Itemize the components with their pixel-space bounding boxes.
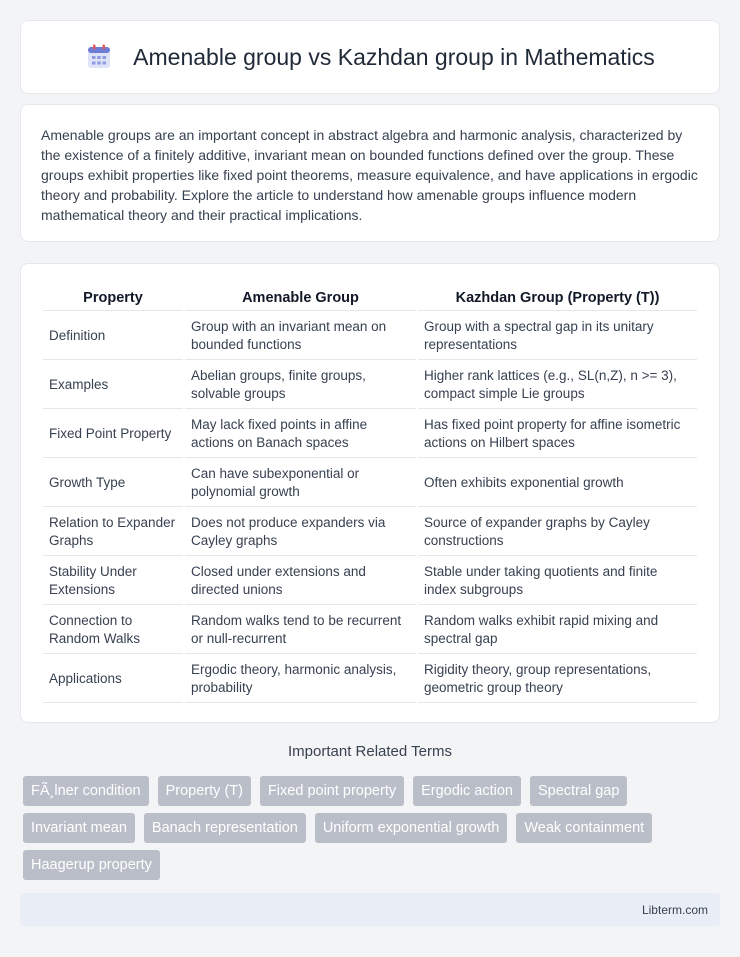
related-term-tag[interactable]: Banach representation [144,813,306,843]
row-amenable: Group with an invariant mean on bounded functions [185,313,416,360]
intro-text: Amenable groups are an important concept in abstract algebra and harmonic analysis, characterized by the existence of a finitely additive, invariant mean on bounded functions defined over the group. These groups exhibit properties like fixed point theorems, measure equivalence, and have applications in ergodic theory and probability. Explore the article to understand how amenable groups influence modern mathematical theory and their practical implications. [41,127,698,223]
row-amenable: Closed under extensions and directed unions [185,558,416,605]
table-row [43,656,697,703]
comparison-table [41,284,699,705]
row-property: Relation to Expander Graphs [43,509,183,556]
row-kazhdan: Higher rank lattices (e.g., SL(n,Z), n >= 3), compact simple Lie groups [418,362,697,409]
row-kazhdan: Group with a spectral gap in its unitary representations [418,313,697,360]
row-kazhdan: Random walks exhibit rapid mixing and spectral gap [418,607,697,654]
row-property: Definition [43,313,183,360]
title-card [20,20,720,94]
related-terms-list [20,776,720,887]
row-property: Connection to Random Walks [43,607,183,654]
table-header-row [43,286,697,311]
table-row [43,558,697,605]
related-term-tag[interactable]: FÃ¸lner condition [23,776,149,806]
table-row [43,313,697,360]
related-term-tag[interactable]: Spectral gap [530,776,627,806]
row-kazhdan: Often exhibits exponential growth [418,460,697,507]
header-amenable: Amenable Group [185,286,416,311]
row-amenable: Can have subexponential or polynomial growth [185,460,416,507]
row-kazhdan: Stable under taking quotients and finite index subgroups [418,558,697,605]
footer [20,893,720,926]
table-row [43,607,697,654]
table-row [43,411,697,458]
header-kazhdan: Kazhdan Group (Property (T)) [418,286,697,311]
header-property: Property [43,286,183,311]
row-property: Examples [43,362,183,409]
row-property: Growth Type [43,460,183,507]
related-term-tag[interactable]: Invariant mean [23,813,135,843]
table-row [43,460,697,507]
page-title: Amenable group vs Kazhdan group in Mathematics [133,43,655,70]
related-term-tag[interactable]: Weak containment [516,813,652,843]
intro-card [20,104,720,242]
footer-site-link[interactable]: Libterm.com [641,902,708,917]
row-property: Stability Under Extensions [43,558,183,605]
related-term-tag[interactable]: Haagerup property [23,850,160,880]
row-kazhdan: Has fixed point property for affine isometric actions on Hilbert spaces [418,411,697,458]
row-amenable: Ergodic theory, harmonic analysis, probability [185,656,416,703]
row-amenable: May lack fixed points in affine actions on Banach spaces [185,411,416,458]
row-property: Fixed Point Property [43,411,183,458]
row-property: Applications [43,656,183,703]
row-kazhdan: Rigidity theory, group representations, geometric group theory [418,656,697,703]
comparison-card [20,263,720,723]
related-terms-title: Important Related Terms [288,743,452,760]
calendar-icon [85,43,113,71]
related-term-tag[interactable]: Fixed point property [260,776,404,806]
related-term-tag[interactable]: Property (T) [158,776,251,806]
related-term-tag[interactable]: Ergodic action [413,776,521,806]
row-kazhdan: Source of expander graphs by Cayley constructions [418,509,697,556]
row-amenable: Does not produce expanders via Cayley graphs [185,509,416,556]
row-amenable: Abelian groups, finite groups, solvable groups [185,362,416,409]
table-row [43,509,697,556]
related-term-tag[interactable]: Uniform exponential growth [315,813,508,843]
row-amenable: Random walks tend to be recurrent or null-recurrent [185,607,416,654]
table-row [43,362,697,409]
